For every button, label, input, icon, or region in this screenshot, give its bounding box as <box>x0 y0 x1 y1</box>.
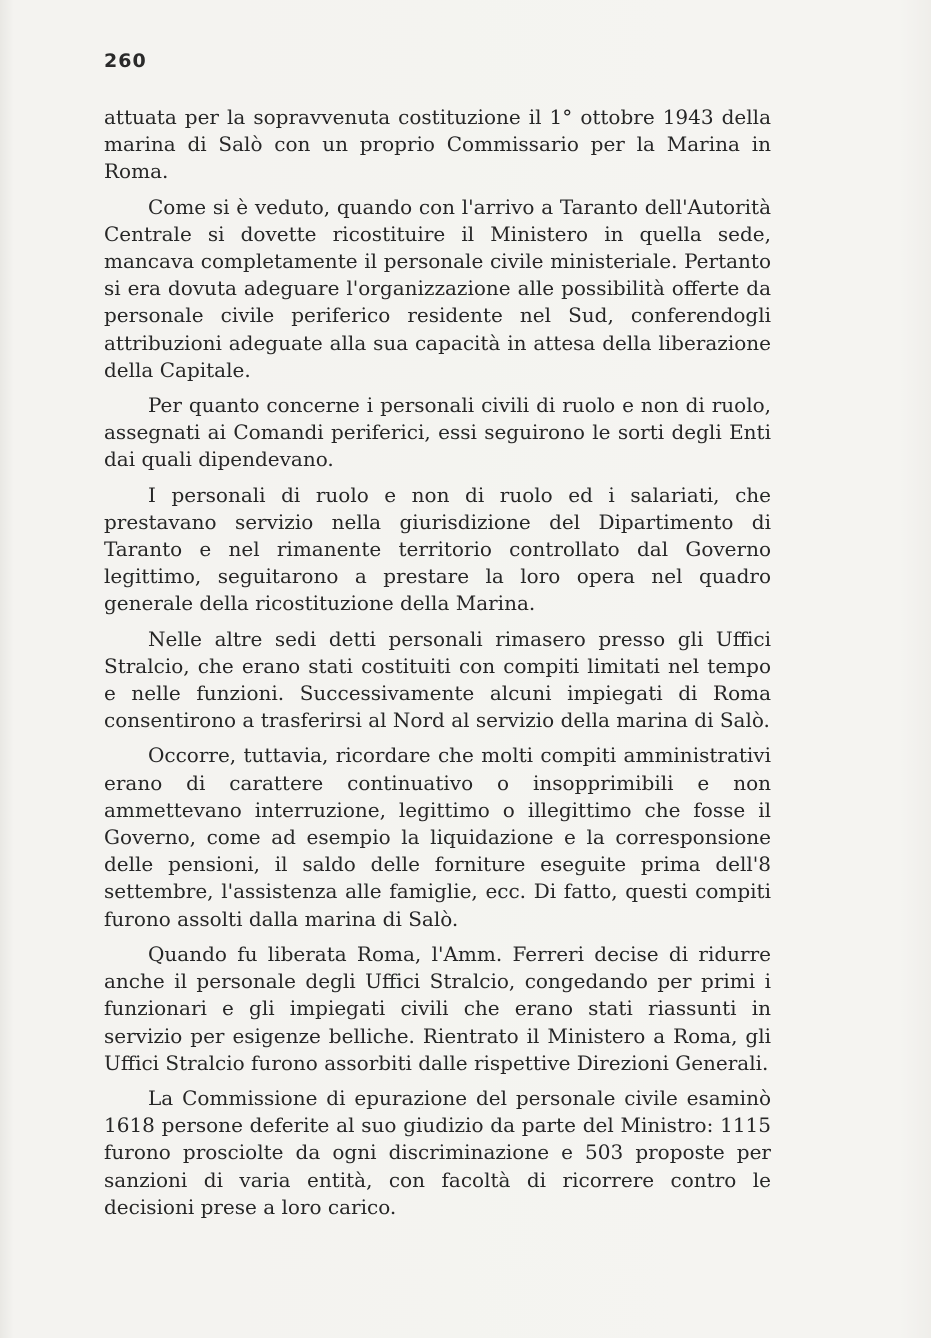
body-text <box>104 104 771 1229</box>
paragraph-6: Occorre, tuttavia, ricordare che molti compiti amministrativi erano di carattere continuativo o insopprimibili e non ammettevano interruzione, legittimo o illegittimo che fosse il Governo, come ad esempio la liquidazione e la corresponsione delle pensioni, il saldo delle forniture eseguite prima dell'8 settembre, l'assistenza alle famiglie, ecc. Di fatto, questi compiti furono assolti dalla marina di Salò. <box>104 743 771 931</box>
paragraph-2: Come si è veduto, quando con l'arrivo a Taranto dell'Autorità Centrale si dovette ricostituire il Ministero in quella sede, mancava completamente il personale civile ministeriale. Pertanto si era dovuta adeguare l'organizzazione alle possibilità offerte da personale civile periferico residente nel Sud, conferendogli attribuzioni adeguate alla sua capacità in attesa della liberazione della Capitale. <box>104 194 771 382</box>
paragraph-3: Per quanto concerne i personali civili di ruolo e non di ruolo, assegnati ai Comandi periferici, essi seguirono le sorti degli Enti dai quali dipendevano. <box>104 393 771 472</box>
page-number: 260 <box>104 50 147 72</box>
paragraph-1: attuata per la sopravvenuta costituzione il 1° ottobre 1943 della marina di Salò con un proprio Commissario per la Marina in Roma. <box>104 105 771 184</box>
paragraph-4: I personali di ruolo e non di ruolo ed i salariati, che prestavano servizio nella giurisdizione del Dipartimento di Taranto e nel rimanente territorio controllato dal Governo legittimo, seguitarono a prestare la loro opera nel quadro generale della ricostituzione della Marina. <box>104 482 771 616</box>
paragraph-7: Quando fu liberata Roma, l'Amm. Ferreri decise di ridurre anche il personale degli Uffici Stralcio, congedando per primi i funzionari e gli impiegati civili che erano stati riassunti in servizio per esigenze belliche. Rientrato il Ministero a Roma, gli Uffici Stralcio furono assorbiti dalle rispettive Direzioni Generali. <box>104 941 771 1075</box>
paragraph-8: La Commissione di epurazione del personale civile esaminò 1618 persone deferite al suo giudizio da parte del Ministro: 1115 furono prosciolte da ogni discriminazione e 503 proposte per sanzioni di varia entità, con facoltà di ricorrere contro le decisioni prese a loro carico. <box>104 1085 771 1219</box>
paragraph-5: Nelle altre sedi detti personali rimasero presso gli Uffici Stralcio, che erano stati costituiti con compiti limitati nel tempo e nelle funzioni. Successivamente alcuni impiegati di Roma consentirono a trasferirsi al Nord al servizio della marina di Salò. <box>104 626 771 733</box>
